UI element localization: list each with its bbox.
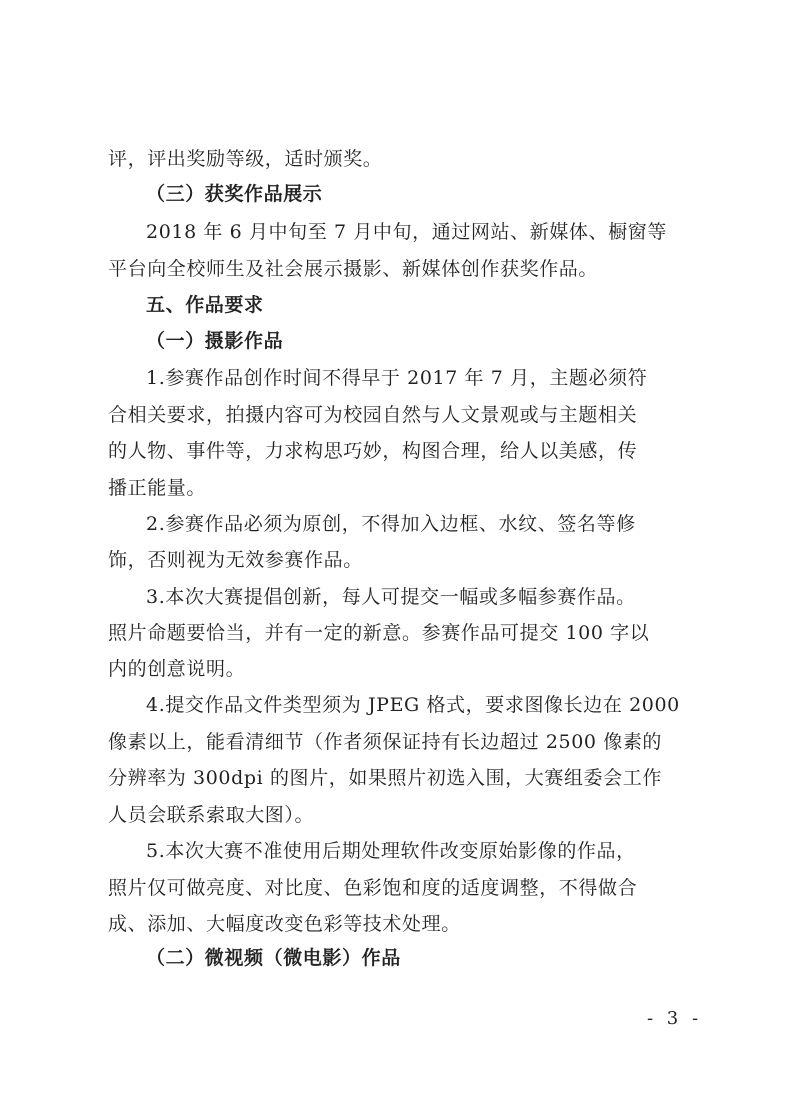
paragraph-line: 内的创意说明。 xyxy=(108,658,246,680)
paragraph-line: 照片命题要恰当，并有一定的新意。参赛作品可提交 100 字以 xyxy=(108,622,650,644)
paragraph-line: 2018 年 6 月中旬至 7 月中旬，通过网站、新媒体、橱窗等 xyxy=(146,221,667,243)
subsection-heading: （一）摄影作品 xyxy=(146,330,284,352)
section-heading: （三）获奖作品展示 xyxy=(146,183,323,205)
section-heading: 五、作品要求 xyxy=(146,294,264,316)
paragraph-line: 2.参赛作品必须为原创，不得加入边框、水纹、签名等修 xyxy=(146,513,636,535)
paragraph-line: 饰，否则视为无效参赛作品。 xyxy=(108,549,363,571)
paragraph-line: 评，评出奖励等级，适时颁奖。 xyxy=(108,148,383,170)
paragraph-line: 1.参赛作品创作时间不得早于 2017 年 7 月，主题必须符 xyxy=(146,367,648,389)
paragraph-line: 分辨率为 300dpi 的图片，如果照片初选入围，大赛组委会工作 xyxy=(108,767,662,789)
paragraph-line: 人员会联系索取大图）。 xyxy=(108,804,315,826)
paragraph-line: 3.本次大赛提倡创新，每人可提交一幅或多幅参赛作品。 xyxy=(146,586,636,608)
paragraph-line: 成、添加、大幅度改变色彩等技术处理。 xyxy=(108,913,461,935)
page-number: - 3 - xyxy=(647,1008,703,1029)
paragraph-line: 照片仅可做亮度、对比度、色彩饱和度的适度调整，不得做合 xyxy=(108,877,638,899)
paragraph-line: 平台向全校师生及社会展示摄影、新媒体创作获奖作品。 xyxy=(108,258,599,280)
paragraph-line: 像素以上，能看清细节（作者须保证持有长边超过 2500 像素的 xyxy=(108,731,663,753)
paragraph-line: 播正能量。 xyxy=(108,477,207,499)
paragraph-line: 5.本次大赛不准使用后期处理软件改变原始影像的作品， xyxy=(146,840,636,862)
paragraph-line: 的人物、事件等，力求构思巧妙，构图合理，给人以美感，传 xyxy=(108,440,638,462)
paragraph-line: 合相关要求，拍摄内容可为校园自然与人文景观或与主题相关 xyxy=(108,404,638,426)
paragraph-line: 4.提交作品文件类型须为 JPEG 格式，要求图像长边在 2000 xyxy=(146,694,680,716)
subsection-heading: （二）微视频（微电影）作品 xyxy=(146,947,401,969)
